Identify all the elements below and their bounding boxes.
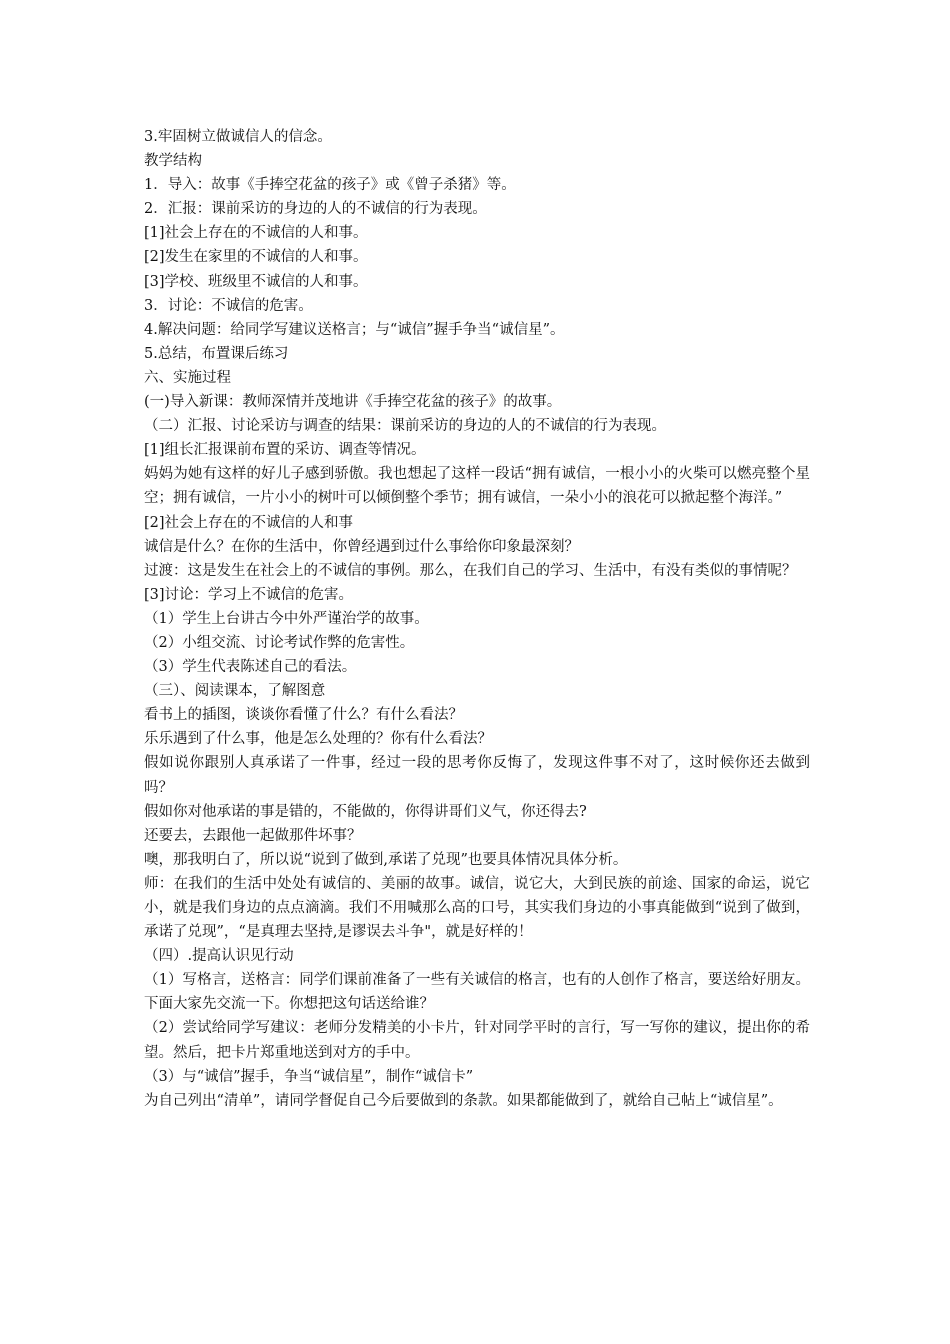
paragraph: [1]社会上存在的不诚信的人和事。	[144, 225, 368, 242]
paragraph: 妈妈为她有这样的好儿子感到骄傲。我也想起了这样一段话“拥有诚信，一根小小的火柴可以燃亮整个星空；拥有诚信，一片小小的树叶可以倾倒整个季节；拥有诚信，一朵小小的浪花可以掀起整个海洋。”	[144, 466, 810, 507]
paragraph: 看书上的插图，谈谈你看懂了什么？有什么看法？	[144, 707, 463, 724]
paragraph: 乐乐遇到了什么事，他是怎么处理的？你有什么看法？	[144, 731, 492, 748]
paragraph: [3]讨论：学习上不诚信的危害。	[144, 586, 354, 603]
paragraph: [1]组长汇报课前布置的采访、调查等情况。	[144, 442, 426, 459]
paragraph: 假如你对他承诺的事是错的，不能做的，你得讲哥们义气，你还得去?	[144, 803, 587, 820]
paragraph: 过渡：这是发生在社会上的不诚信的事例。那么，在我们自己的学习、生活中，有没有类似的事情呢？	[144, 562, 797, 579]
paragraph: 噢，那我明白了，所以说“说到了做到,承诺了兑现”也要具体情况具体分析。	[144, 851, 628, 868]
paragraph: 为自己列出“清单”，请同学督促自己今后要做到的条款。如果都能做到了，就给自己帖上“诚信星”。	[144, 1092, 783, 1109]
paragraph: （3）学生代表陈述自己的看法。	[144, 659, 357, 676]
paragraph: 1．导入：故事《手捧空花盆的孩子》或《曾子杀猪》等。	[144, 177, 516, 194]
section-heading: 教学结构	[144, 153, 202, 170]
paragraph: 假如说你跟别人真承诺了一件事，经过一段的思考你反悔了，发现这件事不对了，这时候你还去做到吗？	[144, 755, 810, 796]
paragraph: 师：在我们的生活中处处有诚信的、美丽的故事。诚信，说它大，大到民族的前途、国家的命运，说它小，就是我们身边的点点滴滴。我们不用喊那么高的口号，其实我们身边的小事真能做到“说到了做到，承诺了兑现”，“是真理去坚持,是谬误去斗争"，就是好样的！	[144, 875, 810, 941]
paragraph: 还要去，去跟他一起做那件坏事？	[144, 827, 362, 844]
section-heading: 六、实施过程	[144, 369, 231, 386]
paragraph: 3．讨论：不诚信的危害。	[144, 297, 313, 314]
paragraph: （3）与“诚信”握手，争当“诚信星”，制作“诚信卡”	[144, 1068, 474, 1085]
paragraph: （1）学生上台讲古今中外严谨治学的故事。	[144, 610, 429, 627]
paragraph: （二）汇报、讨论采访与调查的结果：课前采访的身边的人的不诚信的行为表现。	[144, 418, 666, 435]
paragraph: 2．汇报：课前采访的身边的人的不诚信的行为表现。	[144, 201, 487, 218]
paragraph: [2]发生在家里的不诚信的人和事。	[144, 249, 368, 266]
paragraph: （2）小组交流、讨论考试作弊的危害性。	[144, 634, 415, 651]
paragraph: （2）尝试给同学写建议：老师分发精美的小卡片，针对同学平时的言行，写一写你的建议，提出你的希望。然后，把卡片郑重地送到对方的手中。	[144, 1020, 810, 1061]
paragraph: 4.解决问题：给同学写建议送格言；与“诚信”握手争当“诚信星”。	[144, 321, 565, 338]
paragraph: （1）写格言，送格言：同学们课前准备了一些有关诚信的格言，也有的人创作了格言，要送给好朋友。下面大家先交流一下。你想把这句话送给谁？	[144, 972, 810, 1013]
paragraph: 诚信是什么？在你的生活中，你曾经遇到过什么事给你印象最深刻？	[144, 538, 579, 555]
document-body	[144, 125, 810, 1113]
paragraph: 5.总结，布置课后练习	[144, 345, 289, 362]
paragraph: （三）、阅读课本，了解图意	[144, 683, 326, 700]
paragraph: （四）.提高认识见行动	[144, 948, 294, 965]
paragraph: (一)导入新课：教师深情并茂地讲《手捧空花盆的孩子》的故事。	[144, 394, 562, 411]
paragraph: 3.牢固树立做诚信人的信念。	[144, 129, 332, 145]
paragraph: [2]社会上存在的不诚信的人和事	[144, 514, 354, 531]
paragraph: [3]学校、班级里不诚信的人和事。	[144, 273, 368, 290]
